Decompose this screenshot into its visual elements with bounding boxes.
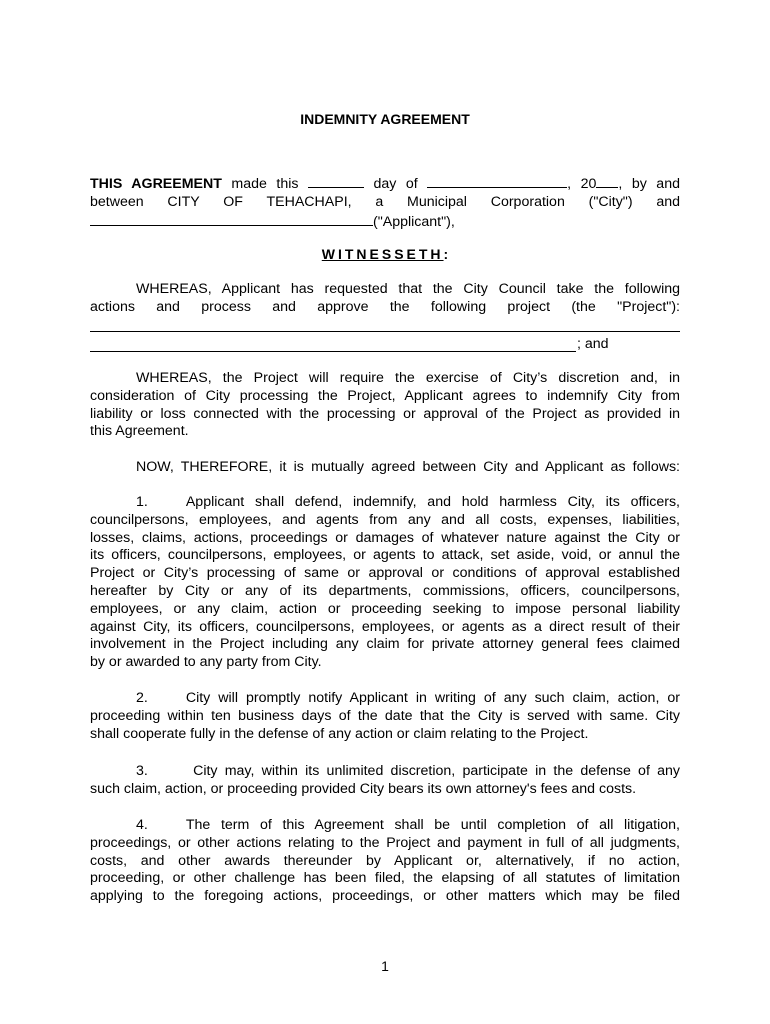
witnesseth-colon: : [443, 246, 449, 262]
whereas2-line-1 [90, 370, 680, 388]
section1-line: employees, or any claim, action or proceeding seeking to impose personal liability [90, 600, 680, 617]
section1-line: involvement in the Project including any claim for private attorney general fees claimed [90, 636, 680, 653]
section2-line-1 [90, 690, 680, 708]
section1-line: by or awarded to any party from City. [90, 654, 322, 671]
section4-line: costs, and other awards thereunder by Applicant or, alternatively, if no action, [90, 852, 680, 869]
day-blank [308, 174, 364, 188]
witnesseth-heading [0, 246, 770, 262]
intro-line-3 [90, 212, 680, 232]
section-number: 4. [136, 817, 148, 833]
section1-line: hereafter by City or any of its departments, commissions, officers, councilpersons, [90, 582, 680, 599]
section-2 [90, 690, 680, 743]
project-blank-line-2 [90, 351, 576, 352]
intro-line-2: between CITY OF TEHACHAPI, a Municipal Corporation ("City") and [90, 193, 680, 210]
section2-line: shall cooperate fully in the defense of any action or claim relating to the Project. [90, 725, 589, 742]
text: WHEREAS, Applicant has requested that the City Council take the following [136, 281, 680, 297]
document-title: INDEMNITY AGREEMENT [300, 111, 470, 127]
whereas-paragraph-2 [90, 370, 680, 441]
section4-line: proceedings, or other actions relating to the Project and payment in full of all judgments, [90, 834, 680, 851]
section1-line: losses, claims, actions, proceedings or damages of whatever nature against the City or [90, 529, 680, 546]
section1-line: its officers, councilpersons, employees, or agents to attack, set aside, void, or annul the [90, 547, 680, 564]
applicant-name-blank [90, 212, 373, 226]
text: City will promptly notify Applicant in writing of any such claim, action, or [185, 690, 680, 706]
intro-text: , by and [618, 176, 680, 192]
text: Applicant shall defend, indemnify, and hold harmless City, its officers, [185, 494, 680, 510]
intro-text: day of [363, 176, 428, 192]
now-therefore-line [90, 459, 680, 477]
section4-line: applying to the foregoing actions, proceedings, or other matters which may be filed [90, 888, 680, 905]
section1-line-1 [90, 494, 680, 512]
section-1 [90, 494, 680, 672]
section4-line-1 [90, 817, 680, 835]
witnesseth-word: WITNESSETH [321, 246, 444, 262]
whereas1-line-1 [90, 281, 680, 299]
page-number: 1 [381, 958, 389, 974]
section1-line: Project or City’s processing of same or approval or conditions of approval established [90, 565, 680, 582]
intro-line-1 [90, 174, 680, 194]
month-blank [427, 174, 567, 188]
now-therefore-paragraph [90, 459, 680, 477]
section-number: 3. [136, 763, 148, 779]
year-blank [596, 174, 618, 188]
text: City may, within its unlimited discretion, participate in the defense of any [185, 763, 680, 779]
text: The term of this Agreement shall be until completion of all litigation, [185, 817, 680, 833]
section1-line: against City, its officers, councilpersons, employees, or agents as a direct result of their [90, 618, 680, 635]
whereas1-line-2: actions and process and approve the following project (the "Project"): [90, 298, 680, 315]
intro-text: , 20 [567, 176, 597, 192]
section-4 [90, 817, 680, 906]
whereas2-line-4: this Agreement. [90, 423, 189, 440]
section-number: 2. [136, 690, 148, 706]
section3-line-1 [90, 763, 680, 781]
text: WHEREAS, the Project will require the exercise of City’s discretion and, in [136, 370, 680, 386]
intro-paragraph [90, 174, 680, 231]
whereas-paragraph-1 [90, 281, 680, 317]
intro-text: made this [221, 176, 308, 192]
section2-line: proceeding within ten business days of the date that the City is served with same. City [90, 707, 680, 724]
section-3 [90, 763, 680, 799]
section3-line: such claim, action, or proceeding provided City bears its own attorney's fees and costs. [90, 780, 637, 797]
section1-line: councilpersons, employees, and agents from any and all costs, expenses, liabilities, [90, 511, 680, 528]
section-number: 1. [136, 494, 148, 510]
section4-line: proceeding, or other challenge has been filed, the elapsing of all statutes of limitation [90, 870, 680, 887]
agreement-lead: THIS AGREEMENT [90, 176, 222, 192]
whereas2-line-3: liability or loss connected with the processing or approval of the Project as provided in [90, 405, 680, 422]
whereas2-line-2: consideration of City processing the Project, Applicant agrees to indemnify City from [90, 387, 680, 404]
intro-text: ("Applicant"), [373, 213, 455, 230]
project-blank-line-1 [90, 331, 680, 332]
text: NOW, THEREFORE, it is mutually agreed between City and Applicant as follows: [136, 459, 680, 475]
and-text: ; and [577, 336, 609, 352]
